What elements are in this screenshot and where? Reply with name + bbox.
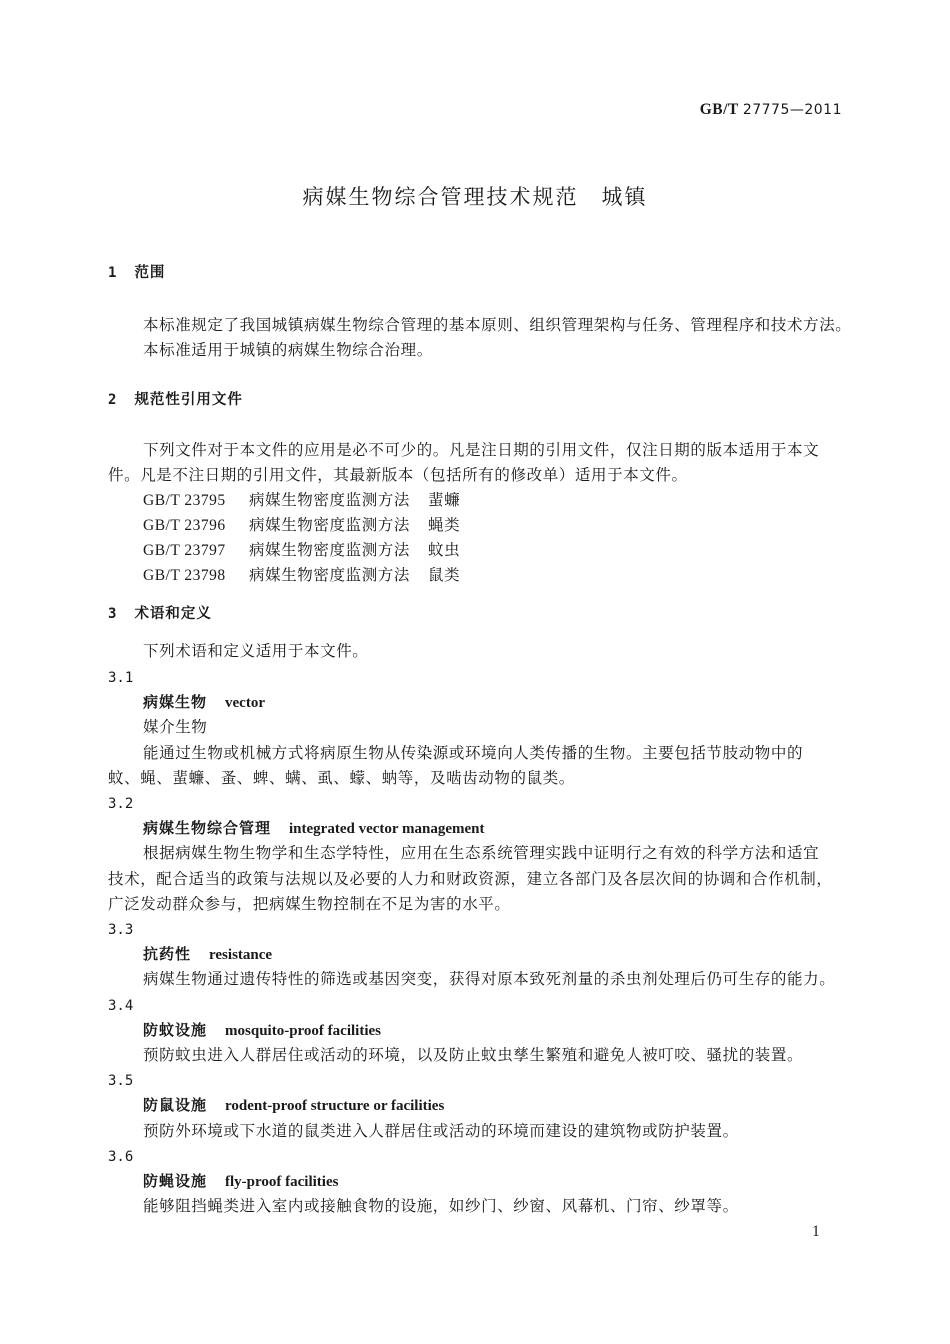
paragraph: 下列文件对于本文件的应用是必不可少的。凡是注日期的引用文件，仅注日期的版本适用于本文 [143,441,820,459]
standard-number: 27775—2011 [742,102,842,118]
standard-header [700,100,842,120]
term-heading [143,692,265,713]
reference-subject: 蜚蠊 [428,491,461,509]
term-number-line [108,1146,133,1167]
paragraph: 本标准适用于城镇的病媒生物综合治理。 [143,341,433,359]
paragraph: 本标准规定了我国城镇病媒生物综合管理的基本原则、组织管理架构与任务、管理程序和技术方法。 [143,316,852,334]
term-number-line [108,793,133,814]
term-definition: 病媒生物通过遗传特性的筛选或基因突变，获得对原本致死剂量的杀虫剂处理后仍可生存的能力。 [143,970,836,989]
reference-code: GB/T 23798 [143,567,226,584]
section-number: 2 [108,392,117,408]
term-number-line [108,919,133,940]
term-en: fly-proof facilities [225,1174,339,1190]
term-number: 3.5 [108,1073,134,1090]
term-definition: 根据病媒生物生物学和生态学特性，应用在生态系统管理实践中证明行之有效的科学方法和适宜 [143,844,820,863]
term-number: 3.2 [108,796,134,812]
section-title: 术语和定义 [134,606,212,622]
reference-item [143,565,460,586]
reference-title: 病媒生物密度监测方法 [249,541,411,559]
term-en: rodent-proof structure or facilities [225,1098,445,1115]
reference-code: GB/T 23795 [143,492,226,509]
term-definition: 预防外环境或下水道的鼠类进入人群居住或活动的环境而建设的建筑物或防护装置。 [143,1121,739,1140]
reference-code: GB/T 23796 [143,517,226,534]
reference-item [143,490,460,511]
document-title: 病媒生物综合管理技术规范 城镇 [302,185,648,209]
section-number: 1 [108,265,117,281]
term-heading [143,944,272,965]
section-heading [108,604,212,624]
term-number-line [108,995,133,1016]
term-number: 3.6 [108,1148,134,1165]
term-definition: 广泛发动群众参与，把病媒生物控制在不足为害的水平。 [108,894,511,913]
term-number-line [108,1070,133,1091]
term-number: 3.3 [108,922,134,938]
term-heading [143,818,485,839]
term-en: mosquito-proof facilities [225,1022,381,1039]
term-zh: 防蝇设施 [143,1172,208,1190]
term-zh: 防鼠设施 [143,1096,208,1115]
term-definition: 能通过生物或机械方式将病原生物从传染源或环境向人类传播的生物。主要包括节肢动物中的 [143,743,804,762]
reference-subject: 蝇类 [428,516,461,534]
section-title: 规范性引用文件 [134,392,243,408]
term-synonym-line [143,717,207,737]
page-number: 1 [812,1223,821,1240]
paragraph: 件。凡是不注日期的引用文件，其最新版本（包括所有的修改单）适用于本文件。 [108,466,688,484]
reference-item [143,540,460,561]
term-number: 3.4 [108,997,134,1014]
section-number: 3 [108,606,117,622]
term-synonym: 媒介生物 [143,718,208,737]
section-heading [108,390,243,410]
term-zh: 抗药性 [143,945,192,964]
term-zh: 病媒生物综合管理 [143,819,272,838]
reference-code: GB/T 23797 [143,542,226,559]
reference-item [143,515,460,536]
reference-title: 病媒生物密度监测方法 [249,516,411,534]
reference-subject: 鼠类 [428,566,461,584]
standard-prefix: GB/T [699,101,739,118]
term-heading [143,1095,444,1116]
term-zh: 病媒生物 [143,693,208,712]
section-title: 范围 [134,265,166,281]
paragraph: 下列术语和定义适用于本文件。 [143,642,369,660]
term-number-line [108,667,133,688]
term-definition: 蚊、蝇、蜚蠊、蚤、蜱、螨、虱、蠓、蚋等，及啮齿动物的鼠类。 [108,768,575,787]
term-definition: 能够阻挡蝇类进入室内或接触食物的设施，如纱门、纱窗、风幕机、门帘、纱罩等。 [143,1197,739,1216]
section-heading [108,263,165,283]
term-number: 3.1 [108,670,134,686]
reference-subject: 蚊虫 [428,541,461,559]
term-definition: 技术，配合适当的政策与法规以及必要的人力和财政资源，建立各部门及各层次间的协调和合作机制， [108,869,833,888]
term-zh: 防蚊设施 [143,1020,208,1039]
term-en: integrated vector management [289,821,485,838]
reference-title: 病媒生物密度监测方法 [249,566,411,584]
term-en: vector [225,695,265,712]
term-heading [143,1020,381,1041]
reference-title: 病媒生物密度监测方法 [249,491,411,509]
term-en: resistance [209,947,273,964]
term-definition: 预防蚊虫进入人群居住或活动的环境，以及防止蚊虫孳生繁殖和避免人被叮咬、骚扰的装置。 [143,1046,804,1064]
term-heading [143,1171,338,1192]
